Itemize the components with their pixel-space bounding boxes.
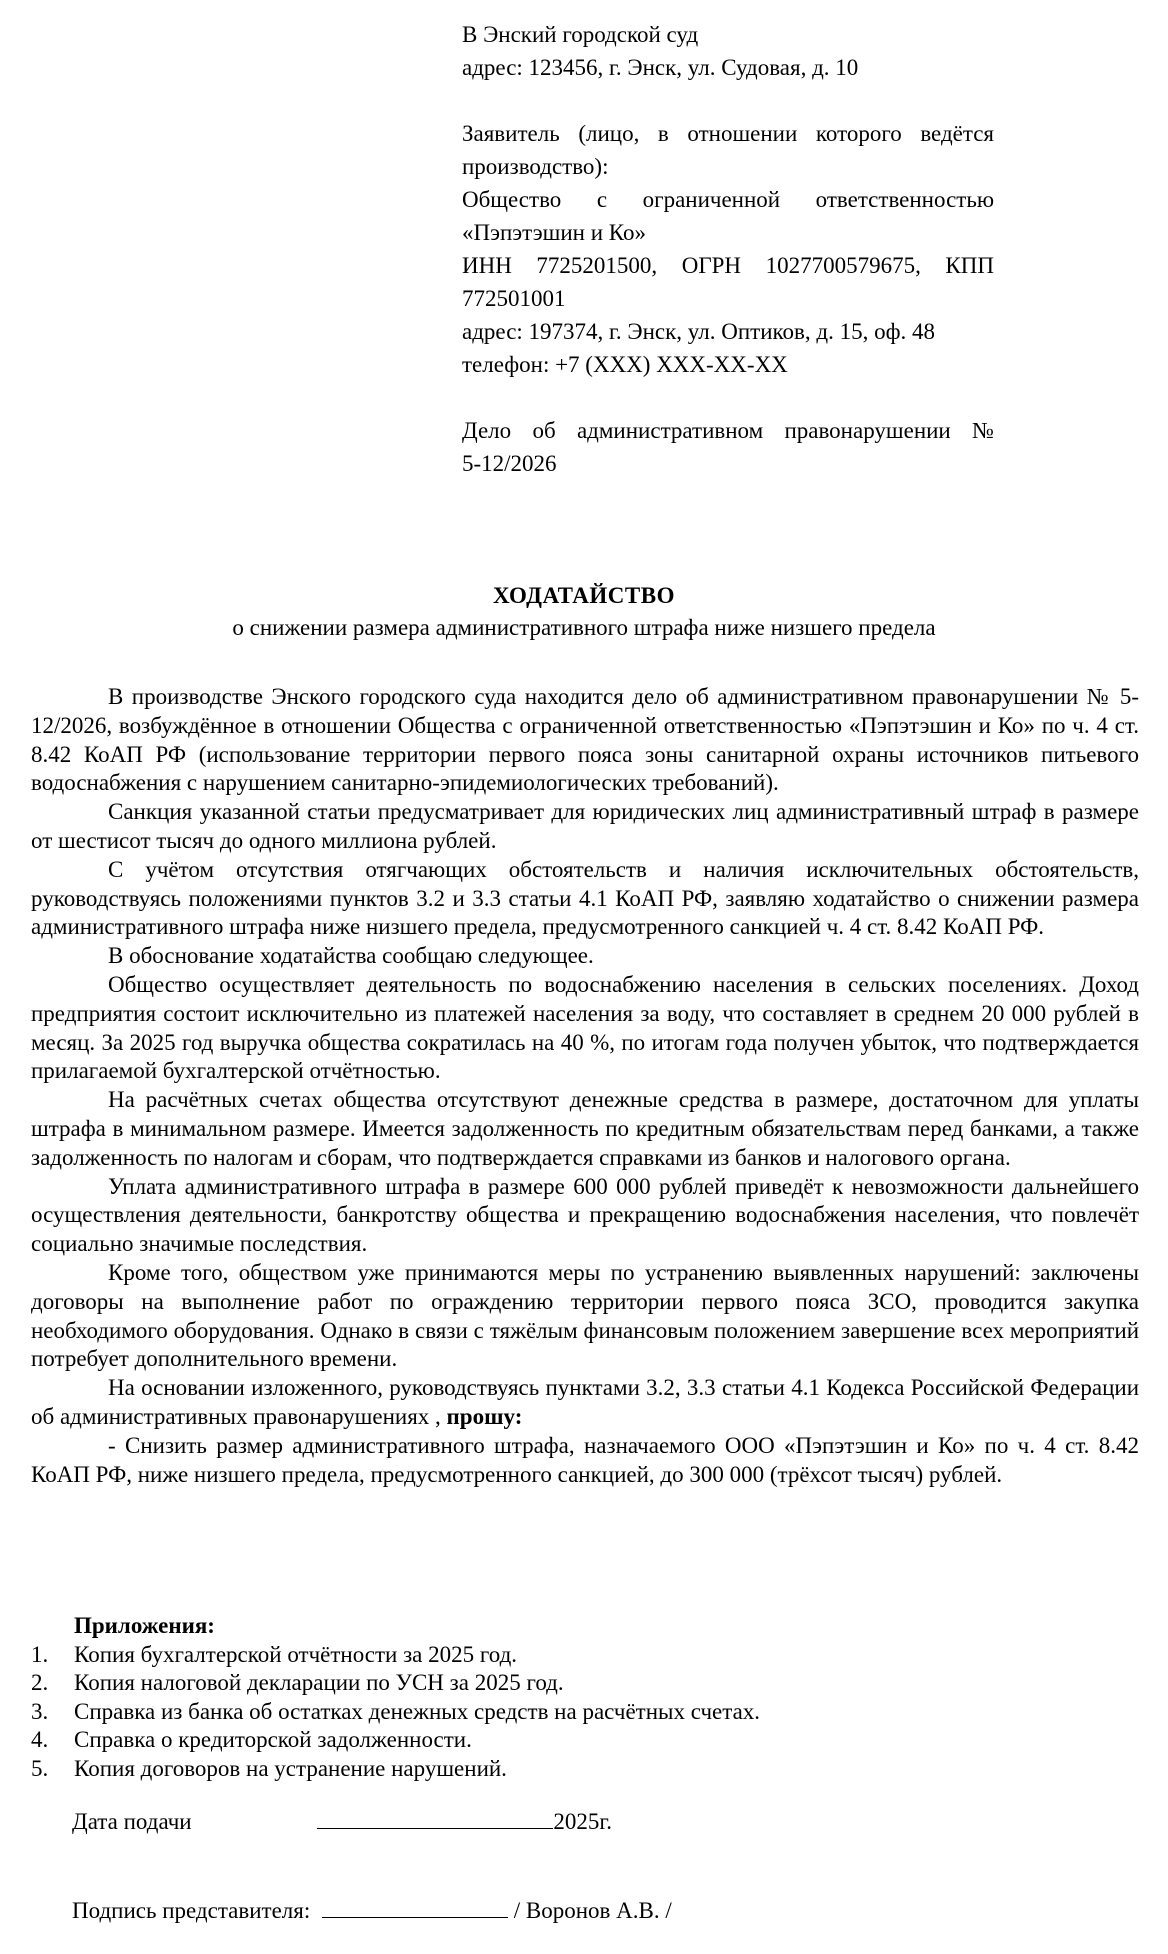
list-item-text: Копия бухгалтерской отчётности за 2025 год. <box>74 1641 518 1667</box>
attachments-list <box>31 1612 1139 1783</box>
addressee-block <box>462 18 994 480</box>
court-name: В Энский городской суд <box>462 22 699 47</box>
list-item-number: 1. <box>31 1641 49 1667</box>
list-item-number: 5. <box>31 1755 49 1781</box>
list-item <box>31 1755 1139 1784</box>
filing-date-year: 2025г. <box>553 1809 612 1834</box>
request-item: - Снизить размер административного штрафа, назначаемого ООО «Пэпэтэшин и Ко» по ч. 4 ст. 8.42 КоАП РФ, ниже низшего предела, предусмотренного санкцией, до 300 000 (трёхсот тысяч) рублей. <box>31 1432 1139 1487</box>
paragraph: Кроме того, обществом уже принимаются меры по устранению выявленных нарушений: заключены договоры на выполнение работ по ограждению территории первого пояса ЗСО, проводится закупка необходимого оборудования. Однако в связи с тяжёлым финансовым положением завершение всех мероприятий потребует дополнительного времени. <box>31 1259 1139 1372</box>
company-ids: ИНН 7725201500, ОГРН 1027700579675, КПП <box>462 253 994 278</box>
request-ask-word: прошу: <box>446 1403 523 1429</box>
company-name-cont: «Пэпэтэшин и Ко» <box>462 220 646 245</box>
court-address: адрес: 123456, г. Энск, ул. Судовая, д. 10 <box>462 55 859 80</box>
case-number: 5-12/2026 <box>462 451 557 476</box>
list-item-text: Справка из банка об остатках денежных средств на расчётных счетах. <box>74 1698 761 1724</box>
filing-date-label: Дата подачи <box>72 1809 192 1834</box>
list-item-text: Справка о кредиторской задолженности. <box>74 1727 472 1752</box>
case-number-label: Дело об административном правонарушении № <box>462 418 994 443</box>
list-item <box>31 1698 1139 1727</box>
list-item <box>31 1726 1139 1755</box>
document-title: ХОДАТАЙСТВО <box>493 583 675 608</box>
list-item-number: 2. <box>31 1670 49 1695</box>
signature-label: Подпись представителя: <box>72 1898 311 1923</box>
signature-blank <box>322 1895 508 1918</box>
signature-row <box>72 1895 672 1924</box>
applicant-label-cont: производство): <box>462 154 609 179</box>
paragraph: В обоснование ходатайства сообщаю следующее. <box>108 943 594 969</box>
request-intro: На основании изложенного, руководствуясь пунктами 3.2, 3.3 статьи 4.1 Кодекса Российской Федерации об административных правонарушениях , <box>31 1375 1139 1429</box>
filing-date-blank <box>317 1806 553 1829</box>
request-paragraph <box>31 1374 1139 1432</box>
paragraph: В производстве Энского городского суда находится дело об административном правонарушении № 5-12/2026, возбуждённое в отношении Общества с ограниченной ответственностью «Пэпэтэшин и Ко» по ч. 4 ст. 8.42 КоАП РФ (использование территории первого пояса зоны санитарной охраны источников питьевого водоснабжения с нарушением санитарно-эпидемиологических требований). <box>31 684 1139 796</box>
list-item-text: Копия договоров на устранение нарушений. <box>74 1755 507 1781</box>
paragraph: С учётом отсутствия отягчающих обстоятельств и наличия исключительных обстоятельств, руководствуясь положениями пунктов 3.2 и 3.3 статьи 4.1 КоАП РФ, заявляю ходатайство о снижении размера административного штрафа ниже низшего предела, предусмотренного санкцией ч. 4 ст. 8.42 КоАП РФ. <box>31 856 1139 940</box>
paragraph: Уплата административного штрафа в размере 600 000 рублей приведёт к невозможности дальнейшего осуществления деятельности, банкротству общества и прекращению водоснабжения населения, что повлечёт социально значимые последствия. <box>31 1173 1139 1257</box>
company-phone: телефон: +7 (XXX) XXX-XX-XX <box>462 352 788 377</box>
document-subtitle: о снижении размера административного штрафа ниже низшего предела <box>232 615 936 640</box>
filing-date-row <box>72 1806 612 1835</box>
company-address: адрес: 197374, г. Энск, ул. Оптиков, д. 15, оф. 48 <box>462 319 935 344</box>
paragraph: На расчётных счетах общества отсутствуют денежные средства в размере, достаточном для уплаты штрафа в минимальном размере. Имеется задолженность по кредитным обязательствам перед банками, а также задолженность по налогам и сборам, что подтверждается справками из банков и налогового органа. <box>31 1087 1139 1170</box>
applicant-label: Заявитель (лицо, в отношении которого ведётся <box>462 121 994 146</box>
list-item <box>31 1641 1139 1670</box>
list-item-number: 3. <box>31 1698 49 1724</box>
list-item-text: Копия налоговой декларации по УСН за 2025 год. <box>74 1670 564 1695</box>
list-item-number: 4. <box>31 1727 49 1752</box>
company-ids-cont: 772501001 <box>462 286 566 311</box>
list-item <box>31 1669 1139 1698</box>
paragraph: Санкция указанной статьи предусматривает для юридических лиц административный штраф в размере от шестисот тысяч до одного миллиона рублей. <box>31 799 1139 853</box>
attachments-heading: Приложения: <box>74 1613 215 1638</box>
company-name: Общество с ограниченной ответственностью <box>462 187 994 212</box>
petition-body <box>31 683 1139 1489</box>
signer-name: / Воронов А.В. / <box>513 1898 672 1923</box>
paragraph: Общество осуществляет деятельность по водоснабжению населения в сельских поселениях. Доход предприятия состоит исключительно из платежей населения за воду, что составляет в среднем 20 000 рублей в месяц. За 2025 год выручка общества сократилась на 40 %, по итогам года получен убыток, что подтверждается прилагаемой бухгалтерской отчётностью. <box>31 971 1139 1084</box>
